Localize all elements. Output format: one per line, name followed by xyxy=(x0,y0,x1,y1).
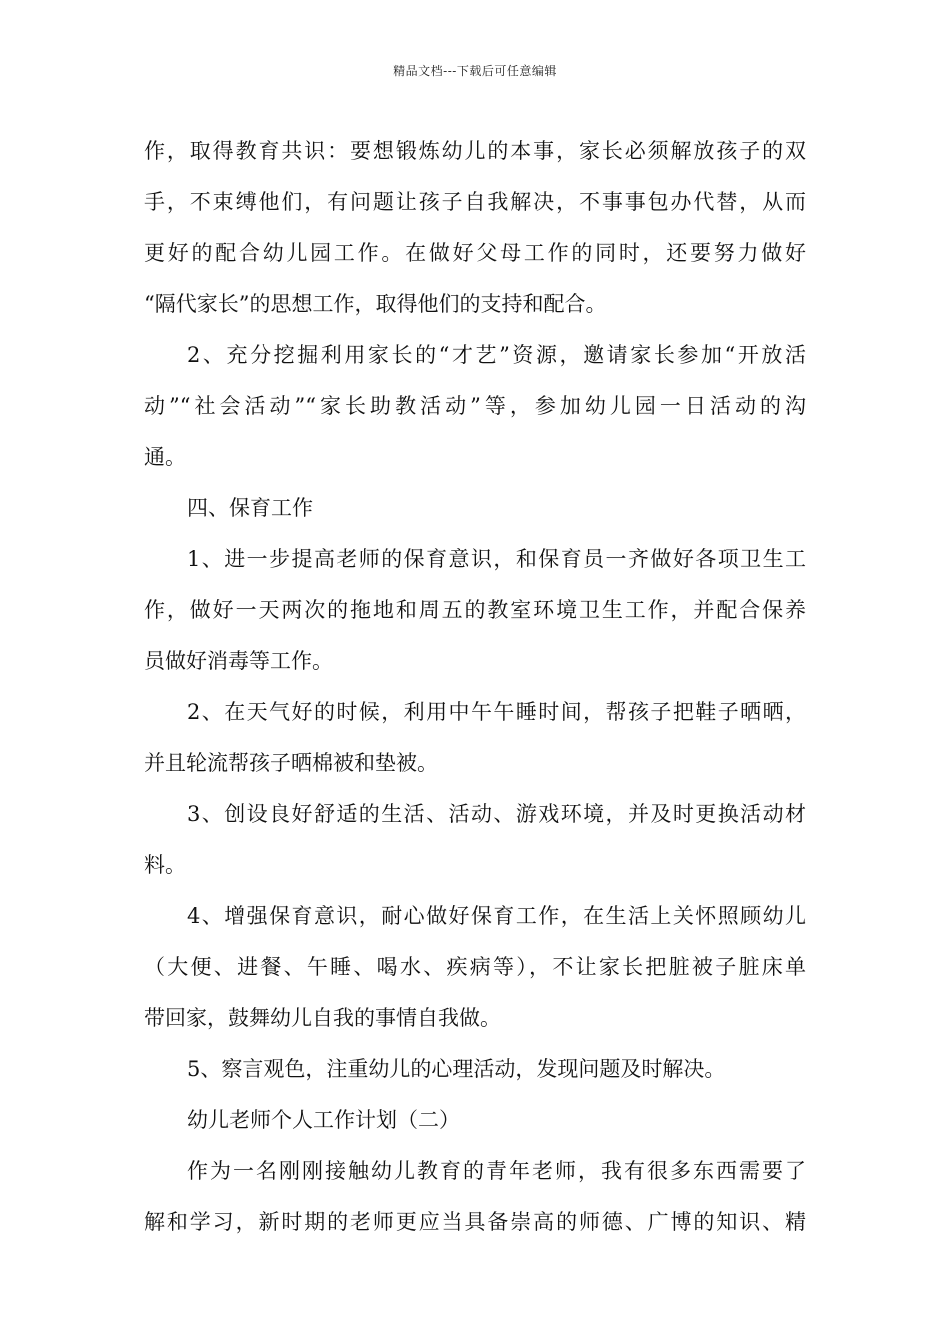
text-line: 料。 xyxy=(144,853,186,877)
text-line: 2、充分挖掘利用家长的“才艺”资源，邀请家长参加“开放活 xyxy=(187,343,806,367)
text-line: 幼儿老师个人工作计划（二） xyxy=(187,1108,460,1132)
text-line: 3、创设良好舒适的生活、活动、游戏环境，并及时更换活动材 xyxy=(187,802,806,826)
text-line: （大便、进餐、午睡、喝水、疾病等），不让家长把脏被子脏床单 xyxy=(144,955,806,979)
text-line: 4、增强保育意识，耐心做好保育工作，在生活上关怀照顾幼儿 xyxy=(187,904,806,928)
text-line: 动”“社会活动”“家长助教活动”等，参加幼儿园一日活动的沟 xyxy=(144,394,806,418)
text-line: 四、保育工作 xyxy=(187,496,313,520)
text-line: 5、察言观色，注重幼儿的心理活动，发现问题及时解决。 xyxy=(187,1057,726,1081)
text-line: 带回家，鼓舞幼儿自我的事情自我做。 xyxy=(144,1006,501,1030)
text-line: “隔代家长”的思想工作，取得他们的支持和配合。 xyxy=(144,292,607,316)
text-line: 解和学习，新时期的老师更应当具备崇高的师德、广博的知识、精 xyxy=(144,1210,806,1234)
text-line: 2、在天气好的时候，利用中午午睡时间，帮孩子把鞋子晒晒， xyxy=(187,700,806,724)
text-line: 作，做好一天两次的拖地和周五的教室环境卫生工作，并配合保养 xyxy=(144,598,806,622)
text-line: 1、进一步提高老师的保育意识，和保育员一齐做好各项卫生工 xyxy=(187,547,806,571)
text-line: 员做好消毒等工作。 xyxy=(144,649,333,673)
text-line: 并且轮流帮孩子晒棉被和垫被。 xyxy=(144,751,438,775)
page-header: 精品文档---下载后可任意编辑 xyxy=(393,64,557,78)
text-line: 作，取得教育共识：要想锻炼幼儿的本事，家长必须解放孩子的双 xyxy=(144,139,806,163)
document-body xyxy=(144,126,806,1248)
text-line: 更好的配合幼儿园工作。在做好父母工作的同时，还要努力做好 xyxy=(144,241,806,265)
text-line: 手，不束缚他们，有问题让孩子自我解决，不事事包办代替，从而 xyxy=(144,190,806,214)
text-line: 通。 xyxy=(144,445,186,469)
text-line: 作为一名刚刚接触幼儿教育的青年老师，我有很多东西需要了 xyxy=(187,1159,806,1183)
